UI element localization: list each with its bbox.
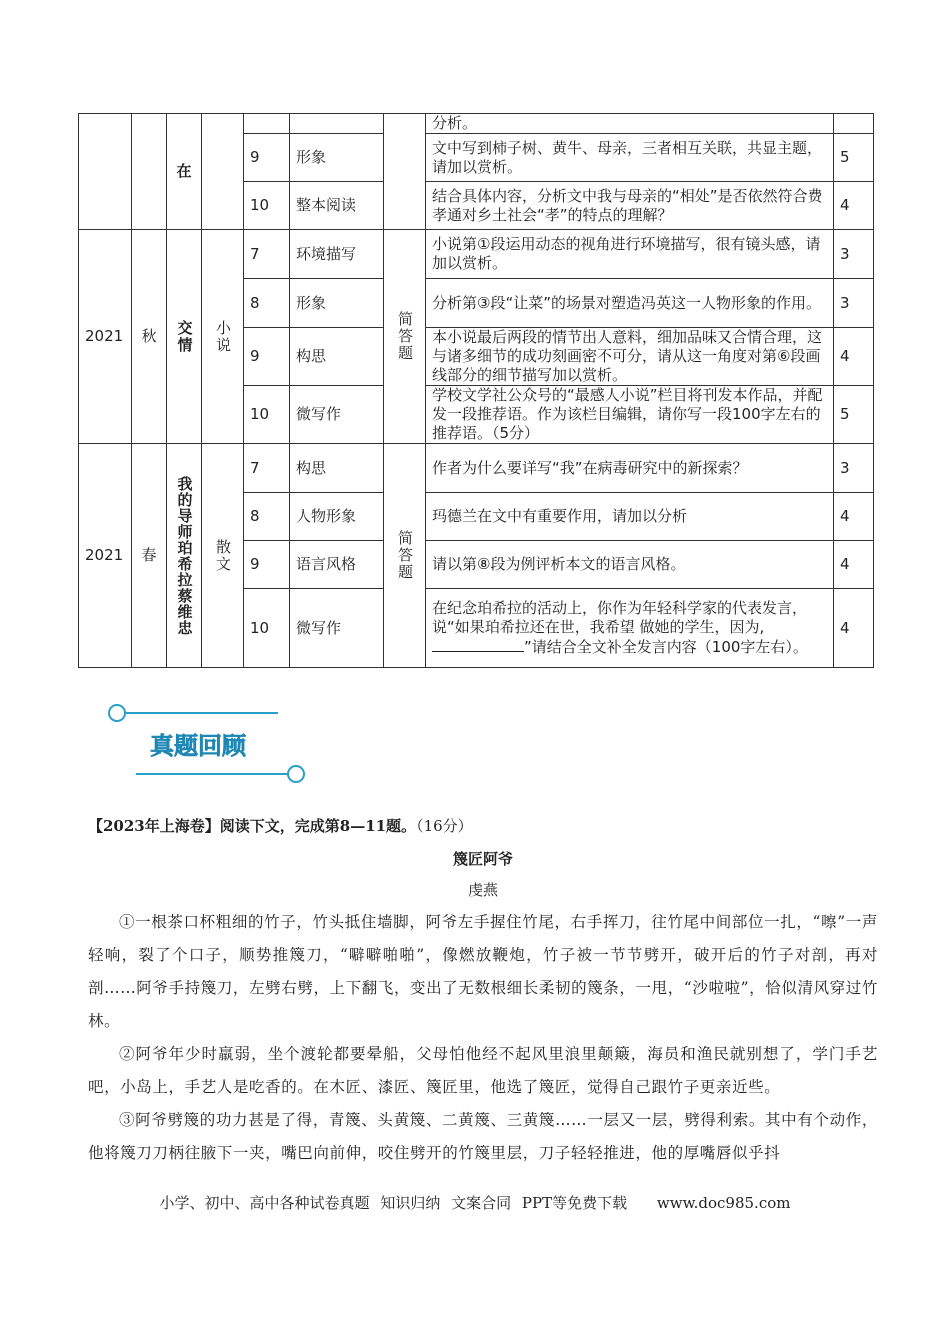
- question-source: 【2023年上海卷】: [88, 817, 220, 835]
- season-cell: 秋: [132, 230, 167, 444]
- title-cell: 在: [167, 114, 202, 230]
- question-number: 7: [244, 230, 290, 279]
- article-paragraph: ①一根茶口杯粗细的竹子，竹头抵住墙脚，阿爷左手握住竹尾，右手挥刀，往竹尾中间部位一扎，“嚓”一声轻响，裂了个口子，顺势推篾刀，“噼噼啪啪”，像燃放鞭炮，竹子被一节节劈开，破开后的竹子对剖，再对剖……阿爷手持篾刀，左劈右劈，上下翻飞，变出了无数根细长柔韧的篾条，一甩，“沙啦啦”，恰似清风穿过竹林。: [88, 913, 878, 1030]
- question-type: 构思: [290, 444, 384, 493]
- article-author: 虔燕: [467, 881, 498, 899]
- exam-analysis-table: [78, 113, 874, 668]
- table-row: [79, 114, 874, 134]
- score-cell: 4: [834, 182, 874, 230]
- footer-link[interactable]: www.doc985.com: [656, 1194, 791, 1212]
- season-cell: [132, 114, 167, 230]
- score-cell: 4: [834, 328, 874, 386]
- question-number: 10: [244, 182, 290, 230]
- question-text: 学校文学社公众号的“最感人小说”栏目将刊发本作品，并配发一段推荐语。作为该栏目编辑，请你写一段100字左右的推荐语。（5分）: [426, 386, 834, 444]
- question-text: 小说第①段运用动态的视角进行环境描写，很有镜头感，请加以赏析。: [426, 230, 834, 279]
- score-cell: 5: [834, 386, 874, 444]
- reading-section: [88, 815, 878, 1170]
- question-number: 10: [244, 589, 290, 668]
- form-cell: 简答题: [396, 311, 414, 362]
- question-points: （16分）: [416, 817, 473, 835]
- score-cell: 3: [834, 230, 874, 279]
- genre-cell: 小说: [214, 319, 232, 354]
- section-banner: [100, 698, 315, 790]
- question-type: [290, 114, 384, 134]
- score-cell: 4: [834, 589, 874, 668]
- article-paragraph: ②阿爷年少时羸弱，坐个渡轮都要晕船，父母怕他经不起风里浪里颠簸，海员和渔民就别想了，学门手艺吧，小岛上，手艺人是吃香的。在木匠、漆匠、篾匠里，他选了篾匠，觉得自己跟竹子更亲近些。: [88, 1045, 878, 1096]
- question-number: 8: [244, 493, 290, 541]
- score-cell: 5: [834, 134, 874, 182]
- footer-text: 知识归纳: [380, 1194, 441, 1212]
- question-number: 9: [244, 134, 290, 182]
- question-type: 环境描写: [290, 230, 384, 279]
- question-text: 作者为什么要详写“我”在病毒研究中的新探索？: [426, 444, 834, 493]
- banner-top-circle: [109, 705, 125, 721]
- question-instruction: 阅读下文，完成第8—11题。: [219, 817, 417, 835]
- question-intro: [88, 815, 878, 836]
- year-cell: 2021: [79, 444, 132, 668]
- banner-bottom-circle: [288, 766, 304, 782]
- question-number: 9: [244, 541, 290, 589]
- question-text: 分析第③段“让菜”的场景对塑造冯英这一人物形象的作用。: [426, 279, 834, 328]
- question-text: 文中写到柿子树、黄牛、母亲，三者相互关联，共显主题，请加以赏析。: [426, 134, 834, 182]
- form-cell: 简答题: [396, 530, 414, 581]
- question-type: 人物形象: [290, 493, 384, 541]
- page-footer: [0, 1192, 950, 1213]
- answer-blank: [432, 637, 524, 652]
- score-cell: 3: [834, 279, 874, 328]
- question-type: 形象: [290, 279, 384, 328]
- question-type: 整本阅读: [290, 182, 384, 230]
- question-text: 玛德兰在文中有重要作用，请加以分析: [426, 493, 834, 541]
- footer-text: 小学、初中、高中各种试卷真题: [159, 1194, 370, 1212]
- score-cell: 4: [834, 541, 874, 589]
- score-cell: 4: [834, 493, 874, 541]
- question-text: 结合具体内容，分析文中我与母亲的“相处”是否依然符合费孝通对乡土社会“孝”的特点的理解？: [426, 182, 834, 230]
- question-text: 本小说最后两段的情节出人意料，细加品味又合情合理，这与诸多细节的成功刻画密不可分，请从这一角度对第⑥段画线部分的细节描写加以赏析。: [426, 328, 834, 386]
- article-title: 篾匠阿爷: [452, 850, 513, 868]
- question-type: 形象: [290, 134, 384, 182]
- year-cell: [79, 114, 132, 230]
- question-type: 语言风格: [290, 541, 384, 589]
- season-cell: 春: [132, 444, 167, 668]
- question-type: 构思: [290, 328, 384, 386]
- table-row: [79, 444, 874, 493]
- question-type: 微写作: [290, 589, 384, 668]
- question-number: 7: [244, 444, 290, 493]
- score-cell: [834, 114, 874, 134]
- genre-cell: [202, 114, 244, 230]
- table-row: [79, 230, 874, 279]
- question-text: 请以第⑧段为例评析本文的语言风格。: [426, 541, 834, 589]
- title-cell: 我的导师珀希拉蔡维忠: [175, 475, 194, 636]
- question-text-before: 在纪念珀希拉的活动上，你作为年轻科学家的代表发言，说“如果珀希拉还在世，我希望 做她的学生，因为,: [432, 599, 808, 636]
- question-text: 分析。: [426, 114, 834, 134]
- title-cell: 交情: [175, 319, 194, 354]
- question-text-after: ”请结合全文补全发言内容（100字左右）。: [524, 638, 808, 656]
- question-number: 8: [244, 279, 290, 328]
- banner-label: 真题回顾: [150, 732, 246, 760]
- question-type: 微写作: [290, 386, 384, 444]
- genre-cell: 散文: [214, 538, 232, 573]
- question-number: 10: [244, 386, 290, 444]
- form-cell: [384, 114, 426, 230]
- article-paragraph: ③阿爷劈篾的功力甚是了得，青篾、头黄篾、二黄篾、三黄篾……一层又一层，劈得利索。其中有个动作，他将篾刀刀柄往腋下一夹，嘴巴向前伸，咬住劈开的竹篾里层，刀子轻轻推进，他的厚嘴唇似乎抖: [88, 1111, 878, 1162]
- year-cell: 2021: [79, 230, 132, 444]
- question-number: 9: [244, 328, 290, 386]
- question-number: [244, 114, 290, 134]
- footer-text: PPT等免费下载: [521, 1194, 628, 1212]
- footer-text: 文案合同: [451, 1194, 512, 1212]
- question-text: [426, 589, 834, 668]
- score-cell: 3: [834, 444, 874, 493]
